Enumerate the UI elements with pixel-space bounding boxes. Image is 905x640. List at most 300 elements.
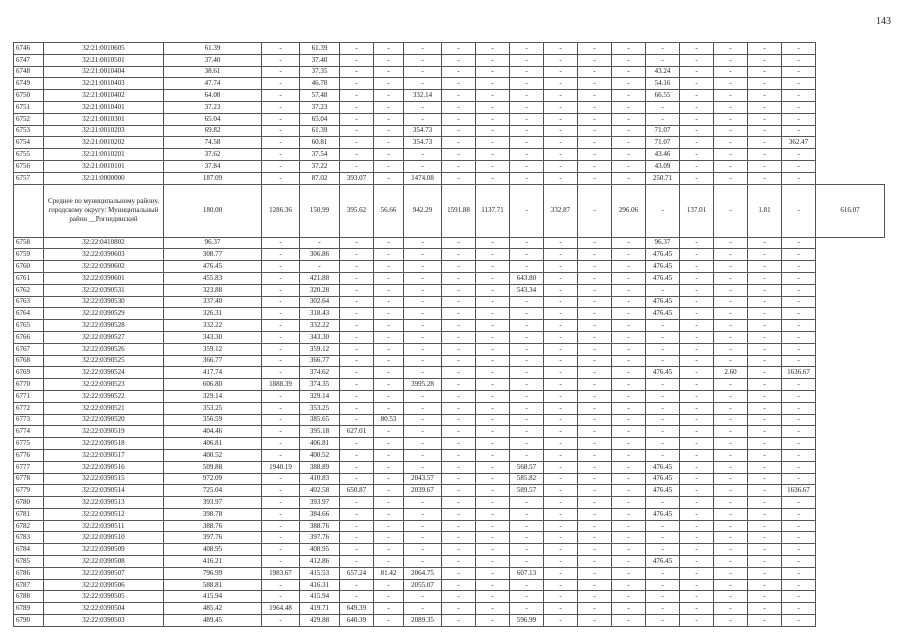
value-cell: - xyxy=(374,591,404,603)
value-cell: - xyxy=(612,402,646,414)
value-cell: - xyxy=(544,591,578,603)
value-cell: - xyxy=(510,261,544,273)
value-cell: - xyxy=(262,261,300,273)
value-cell: - xyxy=(612,556,646,568)
row-number-cell: 6751 xyxy=(14,101,44,113)
row-number-cell: 6790 xyxy=(14,615,44,627)
value-cell: 66.55 xyxy=(646,90,680,102)
value-cell: 71.07 xyxy=(646,137,680,149)
value-cell: - xyxy=(262,473,300,485)
value-cell: - xyxy=(748,172,782,184)
value-cell: - xyxy=(404,390,442,402)
value-cell: - xyxy=(340,296,374,308)
value-cell: - xyxy=(544,544,578,556)
value-cell: - xyxy=(578,284,612,296)
table-row xyxy=(14,473,885,485)
value-cell: 46.78 xyxy=(300,78,340,90)
value-cell: - xyxy=(578,160,612,172)
cadastral-number-cell: 32:22:0390503 xyxy=(44,615,164,627)
value-cell: - xyxy=(612,172,646,184)
value-cell: - xyxy=(374,78,404,90)
value-cell: 476.45 xyxy=(646,473,680,485)
value-cell: - xyxy=(782,438,816,450)
table-row xyxy=(14,355,885,367)
value-cell: - xyxy=(544,567,578,579)
value-cell: - xyxy=(646,544,680,556)
cadastral-number-cell: 32:22:0390519 xyxy=(44,426,164,438)
table-row xyxy=(14,485,885,497)
value-cell: - xyxy=(544,308,578,320)
table-row xyxy=(14,591,885,603)
value-cell: - xyxy=(476,172,510,184)
value-cell: - xyxy=(612,520,646,532)
value-cell: - xyxy=(442,556,476,568)
row-number-cell: 6786 xyxy=(14,567,44,579)
value-cell: - xyxy=(262,508,300,520)
value-cell: 1964.48 xyxy=(262,603,300,615)
value-cell: 320.28 xyxy=(300,284,340,296)
value-cell: - xyxy=(544,54,578,66)
value-cell: - xyxy=(476,532,510,544)
value-cell: - xyxy=(578,137,612,149)
value-cell: - xyxy=(544,402,578,414)
value-cell: - xyxy=(612,449,646,461)
value-cell: - xyxy=(476,426,510,438)
cadastral-number-cell: 32:22:0390526 xyxy=(44,343,164,355)
value-cell: - xyxy=(510,426,544,438)
value-cell: - xyxy=(262,54,300,66)
value-cell: - xyxy=(442,54,476,66)
value-cell: - xyxy=(544,237,578,249)
value-cell: 643.80 xyxy=(510,272,544,284)
value-cell: - xyxy=(340,331,374,343)
value-cell: - xyxy=(374,237,404,249)
value-cell: - xyxy=(680,579,714,591)
value-cell: 385.65 xyxy=(300,414,340,426)
value-cell: - xyxy=(782,308,816,320)
value-cell: 393.97 xyxy=(300,497,340,509)
value-cell: 96.37 xyxy=(646,237,680,249)
value-cell: - xyxy=(300,237,340,249)
cadastral-number-cell: 32:21:0010402 xyxy=(44,90,164,102)
value-cell: - xyxy=(374,367,404,379)
value-cell: - xyxy=(578,184,612,237)
value-cell: - xyxy=(680,438,714,450)
value-cell: - xyxy=(748,125,782,137)
value-cell: - xyxy=(374,497,404,509)
value-cell: - xyxy=(476,473,510,485)
row-number-cell: 6748 xyxy=(14,66,44,78)
value-cell: - xyxy=(262,520,300,532)
value-cell: - xyxy=(680,101,714,113)
value-cell: - xyxy=(748,331,782,343)
row-number-cell: 6759 xyxy=(14,249,44,261)
value-cell: - xyxy=(612,90,646,102)
value-cell: 61.39 xyxy=(300,43,340,55)
value-cell: - xyxy=(714,497,748,509)
value-cell: - xyxy=(374,379,404,391)
value-cell: - xyxy=(544,473,578,485)
row-number-cell: 6784 xyxy=(14,544,44,556)
value-cell: - xyxy=(374,66,404,78)
value-cell: - xyxy=(404,402,442,414)
row-number-cell: 6788 xyxy=(14,591,44,603)
row-number-cell: 6769 xyxy=(14,367,44,379)
row-number-cell: 6758 xyxy=(14,237,44,249)
row-number-cell: 6777 xyxy=(14,461,44,473)
value-cell: - xyxy=(476,90,510,102)
value-cell: - xyxy=(510,438,544,450)
value-cell: - xyxy=(612,137,646,149)
value-cell: - xyxy=(782,149,816,161)
value-cell: - xyxy=(748,461,782,473)
cadastral-number-cell: 32:21:0010101 xyxy=(44,160,164,172)
value-cell: - xyxy=(748,296,782,308)
value-cell: 374.62 xyxy=(300,367,340,379)
value-cell: - xyxy=(510,237,544,249)
value-cell: - xyxy=(748,532,782,544)
value-cell: - xyxy=(748,66,782,78)
value-cell: - xyxy=(262,101,300,113)
value-cell: - xyxy=(476,43,510,55)
value-cell: - xyxy=(612,160,646,172)
value-cell: - xyxy=(646,567,680,579)
value-cell: - xyxy=(510,379,544,391)
value-cell: - xyxy=(646,449,680,461)
value-cell: - xyxy=(578,43,612,55)
value-cell: - xyxy=(714,331,748,343)
value-cell: - xyxy=(680,508,714,520)
row-number-cell: 6766 xyxy=(14,331,44,343)
value-cell: - xyxy=(782,544,816,556)
value-cell: - xyxy=(476,508,510,520)
table-row xyxy=(14,414,885,426)
value-cell: - xyxy=(340,438,374,450)
value-cell: - xyxy=(646,390,680,402)
value-cell: - xyxy=(748,78,782,90)
value-cell: 80.53 xyxy=(374,414,404,426)
value-cell: - xyxy=(714,149,748,161)
value-cell: - xyxy=(748,101,782,113)
value-cell: - xyxy=(612,237,646,249)
table-row xyxy=(14,556,885,568)
value-cell: - xyxy=(442,508,476,520)
value-cell: 61.39 xyxy=(164,43,262,55)
value-cell: - xyxy=(340,461,374,473)
value-cell: - xyxy=(714,160,748,172)
value-cell: 406.81 xyxy=(300,438,340,450)
value-cell: - xyxy=(510,137,544,149)
value-cell: - xyxy=(578,272,612,284)
row-number-cell: 6762 xyxy=(14,284,44,296)
value-cell: - xyxy=(714,43,748,55)
value-cell: - xyxy=(782,508,816,520)
value-cell: - xyxy=(748,426,782,438)
value-cell: - xyxy=(476,54,510,66)
value-cell: - xyxy=(442,544,476,556)
value-cell: - xyxy=(340,320,374,332)
cadastral-number-cell: 32:22:0390601 xyxy=(44,272,164,284)
value-cell: - xyxy=(442,343,476,355)
value-cell: - xyxy=(680,90,714,102)
row-number-cell: 6750 xyxy=(14,90,44,102)
value-cell: - xyxy=(578,591,612,603)
value-cell: 329.14 xyxy=(164,390,262,402)
value-cell: - xyxy=(510,249,544,261)
row-number-cell: 6754 xyxy=(14,137,44,149)
value-cell: - xyxy=(340,379,374,391)
value-cell: - xyxy=(612,473,646,485)
value-cell: - xyxy=(476,149,510,161)
value-cell: 395.62 xyxy=(340,184,374,237)
value-cell: - xyxy=(374,473,404,485)
value-cell: - xyxy=(510,66,544,78)
row-number-cell: 6749 xyxy=(14,78,44,90)
table-row xyxy=(14,379,885,391)
value-cell: - xyxy=(544,320,578,332)
value-cell: - xyxy=(442,532,476,544)
value-cell: 56.66 xyxy=(374,184,404,237)
value-cell: - xyxy=(544,355,578,367)
value-cell: - xyxy=(578,90,612,102)
value-cell: 476.45 xyxy=(646,296,680,308)
value-cell: - xyxy=(748,137,782,149)
value-cell: 37.40 xyxy=(300,54,340,66)
table-row xyxy=(14,567,885,579)
value-cell: - xyxy=(510,125,544,137)
value-cell: - xyxy=(748,567,782,579)
table-row xyxy=(14,343,885,355)
value-cell: - xyxy=(782,284,816,296)
value-cell: - xyxy=(442,284,476,296)
value-cell: - xyxy=(374,426,404,438)
value-cell: - xyxy=(262,308,300,320)
value-cell: - xyxy=(544,603,578,615)
value-cell: - xyxy=(404,591,442,603)
table-row xyxy=(14,184,885,237)
value-cell: - xyxy=(646,320,680,332)
value-cell: - xyxy=(612,544,646,556)
value-cell: - xyxy=(510,172,544,184)
value-cell: - xyxy=(340,54,374,66)
value-cell: 509.88 xyxy=(164,461,262,473)
value-cell: - xyxy=(476,101,510,113)
value-cell: - xyxy=(262,137,300,149)
value-cell: - xyxy=(680,390,714,402)
value-cell: 354.73 xyxy=(404,137,442,149)
value-cell: 725.04 xyxy=(164,485,262,497)
value-cell: - xyxy=(714,461,748,473)
value-cell: - xyxy=(476,237,510,249)
row-number-cell: 6781 xyxy=(14,508,44,520)
value-cell: - xyxy=(476,591,510,603)
value-cell: - xyxy=(510,579,544,591)
table-row xyxy=(14,137,885,149)
value-cell: - xyxy=(476,113,510,125)
value-cell: - xyxy=(578,532,612,544)
value-cell: - xyxy=(404,426,442,438)
value-cell: - xyxy=(782,160,816,172)
value-cell: - xyxy=(476,438,510,450)
value-cell: - xyxy=(782,355,816,367)
value-cell: 596.99 xyxy=(510,615,544,627)
value-cell: - xyxy=(442,367,476,379)
value-cell: - xyxy=(578,438,612,450)
cadastral-number-cell: 32:22:0390528 xyxy=(44,320,164,332)
value-cell: - xyxy=(748,544,782,556)
value-cell: - xyxy=(404,296,442,308)
value-cell: - xyxy=(544,272,578,284)
value-cell: - xyxy=(782,615,816,627)
value-cell: - xyxy=(612,343,646,355)
value-cell: - xyxy=(714,101,748,113)
value-cell: - xyxy=(544,461,578,473)
value-cell: 476.45 xyxy=(646,308,680,320)
cadastral-number-cell: 32:22:0390523 xyxy=(44,379,164,391)
value-cell: - xyxy=(748,556,782,568)
value-cell: - xyxy=(714,579,748,591)
value-cell: - xyxy=(262,532,300,544)
value-cell: - xyxy=(680,402,714,414)
value-cell: - xyxy=(374,149,404,161)
value-cell: 1286.36 xyxy=(262,184,300,237)
value-cell: - xyxy=(442,237,476,249)
value-cell: - xyxy=(680,343,714,355)
value-cell: 657.24 xyxy=(340,567,374,579)
value-cell: - xyxy=(612,43,646,55)
value-cell: - xyxy=(404,272,442,284)
value-cell: 37.35 xyxy=(300,66,340,78)
value-cell: - xyxy=(748,414,782,426)
cadastral-number-cell: 32:22:0390517 xyxy=(44,449,164,461)
value-cell: - xyxy=(748,113,782,125)
value-cell: - xyxy=(680,78,714,90)
value-cell: - xyxy=(578,520,612,532)
value-cell: - xyxy=(646,113,680,125)
value-cell: - xyxy=(510,331,544,343)
value-cell: - xyxy=(748,149,782,161)
cadastral-number-cell: 32:22:0390530 xyxy=(44,296,164,308)
value-cell: - xyxy=(578,414,612,426)
cadastral-number-cell: 32:22:0390513 xyxy=(44,497,164,509)
value-cell: - xyxy=(578,544,612,556)
district-average-label: Среднее по муниципальному району, городскому округу: Муниципальный район __Рогнединский xyxy=(44,184,164,237)
value-cell: 393.97 xyxy=(164,497,262,509)
value-cell: - xyxy=(782,497,816,509)
value-cell: - xyxy=(510,603,544,615)
value-cell: - xyxy=(748,473,782,485)
value-cell: 329.14 xyxy=(300,390,340,402)
value-cell: - xyxy=(680,615,714,627)
value-cell: - xyxy=(612,249,646,261)
value-cell: 3995.28 xyxy=(404,379,442,391)
table-row xyxy=(14,520,885,532)
value-cell: - xyxy=(340,520,374,532)
row-number-cell: 6755 xyxy=(14,149,44,161)
row-number-cell: 6746 xyxy=(14,43,44,55)
cadastral-number-cell: 32:22:0390529 xyxy=(44,308,164,320)
value-cell: - xyxy=(374,556,404,568)
value-cell: - xyxy=(404,367,442,379)
value-cell: - xyxy=(612,367,646,379)
row-number-cell: 6772 xyxy=(14,402,44,414)
row-number-cell: 6778 xyxy=(14,473,44,485)
value-cell: - xyxy=(578,461,612,473)
value-cell: 402.58 xyxy=(300,485,340,497)
value-cell: - xyxy=(374,43,404,55)
value-cell: - xyxy=(680,272,714,284)
value-cell: - xyxy=(476,355,510,367)
value-cell: - xyxy=(340,508,374,520)
value-cell: - xyxy=(714,426,748,438)
value-cell: - xyxy=(442,113,476,125)
value-cell: - xyxy=(340,414,374,426)
value-cell: - xyxy=(680,308,714,320)
value-cell: - xyxy=(680,567,714,579)
value-cell: 543.34 xyxy=(510,284,544,296)
value-cell: - xyxy=(544,43,578,55)
table-row xyxy=(14,331,885,343)
value-cell: - xyxy=(680,426,714,438)
value-cell: - xyxy=(748,497,782,509)
value-cell: 476.45 xyxy=(646,508,680,520)
value-cell: - xyxy=(340,137,374,149)
value-cell: - xyxy=(714,137,748,149)
value-cell: - xyxy=(544,426,578,438)
value-cell: 343.30 xyxy=(164,331,262,343)
value-cell: - xyxy=(510,591,544,603)
value-cell: - xyxy=(714,320,748,332)
value-cell: - xyxy=(340,390,374,402)
value-cell: - xyxy=(374,579,404,591)
value-cell: - xyxy=(374,449,404,461)
value-cell: - xyxy=(612,603,646,615)
value-cell: 150.99 xyxy=(300,184,340,237)
value-cell: - xyxy=(340,261,374,273)
value-cell: 296.06 xyxy=(612,184,646,237)
value-cell: - xyxy=(680,331,714,343)
value-cell: 1888.39 xyxy=(262,379,300,391)
value-cell: - xyxy=(646,520,680,532)
table-row xyxy=(14,172,885,184)
value-cell: - xyxy=(442,160,476,172)
value-cell: - xyxy=(782,390,816,402)
value-cell: - xyxy=(262,615,300,627)
value-cell: - xyxy=(404,331,442,343)
value-cell: - xyxy=(646,343,680,355)
value-cell: - xyxy=(714,591,748,603)
value-cell: - xyxy=(340,308,374,320)
value-cell: - xyxy=(262,125,300,137)
row-number-cell: 6776 xyxy=(14,449,44,461)
cadastral-number-cell: 32:22:0390603 xyxy=(44,249,164,261)
value-cell: - xyxy=(680,261,714,273)
value-cell: 408.95 xyxy=(164,544,262,556)
value-cell: - xyxy=(612,567,646,579)
value-cell: 37.23 xyxy=(300,101,340,113)
value-cell: - xyxy=(374,320,404,332)
value-cell: 476.45 xyxy=(646,367,680,379)
value-cell: - xyxy=(510,160,544,172)
value-cell: - xyxy=(262,237,300,249)
value-cell: - xyxy=(374,160,404,172)
value-cell: - xyxy=(578,579,612,591)
value-cell: 87.02 xyxy=(300,172,340,184)
value-cell: - xyxy=(374,603,404,615)
row-number-cell: 6752 xyxy=(14,113,44,125)
value-cell: - xyxy=(340,579,374,591)
value-cell: 1474.08 xyxy=(404,172,442,184)
